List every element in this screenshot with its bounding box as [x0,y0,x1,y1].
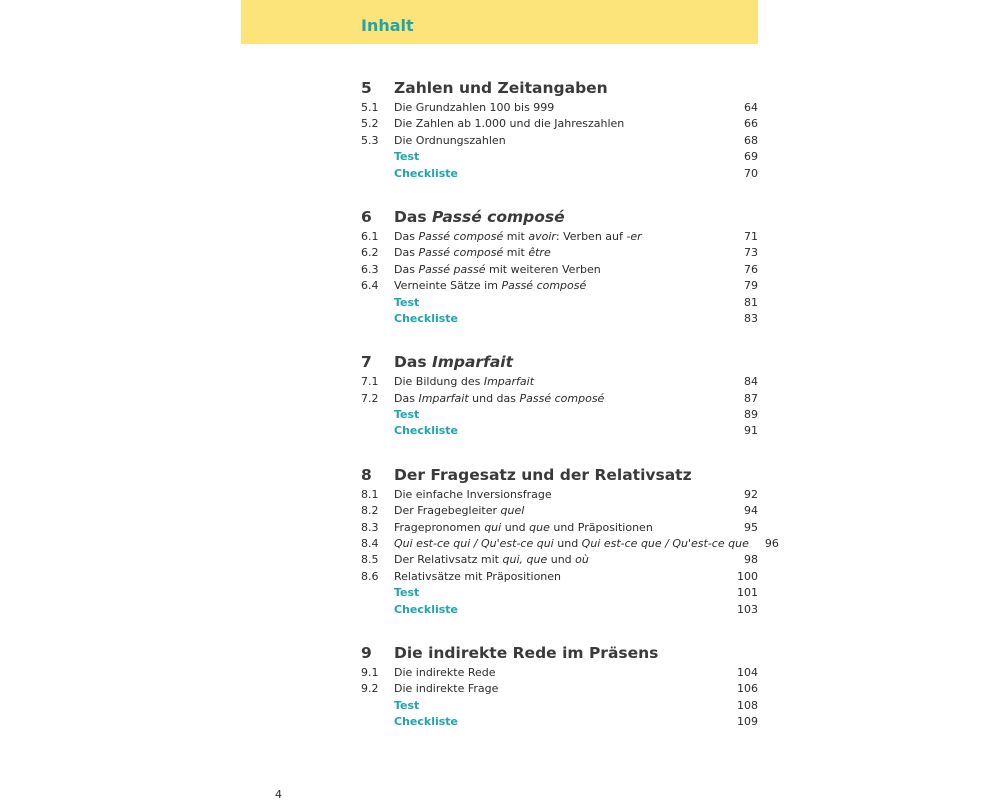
chapter-section [361,644,758,731]
entry-title [394,503,728,519]
chapter-section [361,208,758,327]
entry-title-part: und [501,520,530,534]
entry-page-number: 100 [737,569,758,583]
entry-title [394,520,728,536]
entry-title [394,245,728,261]
entry-page-number: 73 [744,246,758,260]
entry-title-part: être [528,246,551,260]
toc-entry-extra[interactable] [361,166,758,182]
toc-entry[interactable] [361,665,758,681]
entry-title [394,714,728,730]
toc-entry[interactable] [361,536,779,552]
toc-entry[interactable] [361,487,758,503]
table-of-contents [361,79,779,757]
entry-title-part: Die indirekte Frage [394,682,499,696]
chapter-section [361,79,758,182]
entry-title-part: und das [468,391,520,405]
entry-page-number: 79 [744,279,758,293]
entry-page-number: 64 [744,101,758,114]
entry-page-number: 106 [737,682,758,696]
page-title: Inhalt [361,16,414,35]
chapter-number: 9 [361,643,372,662]
entry-title [394,698,728,714]
chapter-title [394,644,658,662]
entry-title-part: Test [394,408,420,422]
toc-entry[interactable] [361,133,758,149]
entry-number: 6.4 [361,279,379,293]
chapter-heading[interactable] [361,79,758,100]
chapter-number: 7 [361,353,372,372]
entry-number: 9.2 [361,682,379,696]
chapter-title-part: Der Fragesatz und der Relativsatz [394,465,692,484]
chapter-number: 5 [361,79,372,97]
chapter-title-part: Zahlen und Zeitangaben [394,79,608,97]
entry-page-number: 96 [764,537,779,551]
entry-title-part: qui, que [502,553,548,567]
entry-number: 9.1 [361,665,379,679]
entry-title [394,100,728,116]
toc-entry[interactable] [361,569,758,585]
entry-title [394,602,728,618]
entry-title-part: Checkliste [394,311,459,325]
entry-page-number: 109 [737,715,758,729]
entry-number: 5.2 [361,117,379,131]
entry-title-part: Passé composé [418,246,504,260]
entry-title-part: Die Bildung des [394,375,484,389]
entry-title-part: Passé composé [418,229,504,243]
entry-title-part: Die einfache Inversionsfrage [394,487,552,501]
entry-title [394,295,728,311]
entry-title-part: Qui est-ce qui / Qu'est-ce qui [394,537,554,551]
toc-entry-extra[interactable] [361,585,758,601]
entry-title-part: quel [500,504,525,518]
entry-page-number: 69 [744,150,758,164]
chapter-title-part: Passé composé [431,207,565,226]
entry-number: 7.1 [361,375,379,389]
toc-entry-extra[interactable] [361,602,758,618]
chapter-title [394,353,513,371]
entry-number: 5.3 [361,133,379,147]
entry-title-part: Das [394,229,419,243]
entry-page-number: 89 [744,408,758,422]
entry-number: 8.6 [361,569,379,583]
toc-entry-extra[interactable] [361,407,758,423]
entry-page-number: 66 [744,117,758,131]
entry-title-part: qui [484,520,502,534]
entry-page-number: 87 [744,391,758,405]
entry-title [394,665,728,681]
entry-title-part: : Verben auf [555,229,627,243]
entry-number: 8.2 [361,504,379,518]
entry-title-part: Imparfait [418,391,469,405]
entry-title-part: Der Fragebegleiter [394,504,501,518]
entry-title [394,391,728,407]
chapter-title-part: Imparfait [431,353,513,372]
entry-page-number: 104 [737,665,758,679]
entry-title-part: avoir [528,229,556,243]
entry-title [394,487,728,503]
entry-title-part: Checkliste [394,166,459,180]
entry-title [394,278,728,294]
entry-title [394,149,728,165]
toc-entry[interactable] [361,681,758,697]
entry-title-part: Test [394,295,420,309]
entry-title [394,552,728,568]
entry-title-part: Die indirekte Rede [394,665,496,679]
entry-title [394,536,749,552]
chapter-heading[interactable] [361,644,758,665]
chapter-heading[interactable] [361,466,758,487]
toc-entry[interactable] [361,374,758,390]
chapter-heading[interactable] [361,208,758,229]
entry-title [394,423,728,439]
entry-title-part: Checkliste [394,715,459,729]
entry-page-number: 92 [744,487,758,501]
toc-entry[interactable] [361,245,758,261]
header-band [241,0,758,44]
toc-entry[interactable] [361,100,758,116]
entry-title [394,262,728,278]
toc-entry[interactable] [361,229,758,245]
entry-title-part: Verneinte Sätze im [394,279,502,293]
entry-title-part: Checkliste [394,424,459,438]
entry-title-part: Relativsätze mit Präpositionen [394,569,562,583]
entry-number: 8.4 [361,537,379,551]
entry-title-part: mit [503,246,529,260]
toc-entry-extra[interactable] [361,423,758,439]
entry-number: 6.1 [361,229,379,243]
toc-entry[interactable] [361,503,758,519]
toc-entry[interactable] [361,262,758,278]
entry-title-part: Fragepronomen [394,520,485,534]
entry-title-part: Test [394,150,420,164]
entry-title-part: Das [394,246,419,260]
chapter-title [394,466,692,484]
entry-title [394,229,728,245]
chapter-section [361,465,779,618]
chapter-section [361,353,758,440]
toc-entry-extra[interactable] [361,295,758,311]
entry-title-part: -er [626,229,642,243]
toc-entry-extra[interactable] [361,698,758,714]
entry-title [394,585,728,601]
chapter-number: 6 [361,207,372,226]
entry-title-part: Imparfait [483,375,535,389]
entry-title [394,116,728,132]
entry-page-number: 83 [744,311,758,325]
entry-page-number: 84 [744,375,758,389]
entry-number: 6.3 [361,262,379,276]
entry-page-number: 94 [744,504,758,518]
entry-number: 6.2 [361,246,379,260]
entry-title-part: Die Zahlen ab 1.000 und die Jahreszahlen [394,117,625,131]
entry-number: 5.1 [361,101,379,114]
entry-title-part: und [547,553,576,567]
entry-title-part: Der Relativsatz mit [394,553,503,567]
page-number: 4 [275,788,282,801]
entry-page-number: 98 [744,553,758,567]
entry-page-number: 95 [744,520,758,534]
chapter-title [394,79,608,97]
toc-entry[interactable] [361,520,758,536]
entry-title-part: Die Ordnungszahlen [394,133,506,147]
entry-title [394,681,728,697]
entry-title-part: où [575,553,589,567]
entry-title-part: Die Grundzahlen 100 bis 999 [394,101,555,114]
entry-title-part: Passé passé [418,262,486,276]
toc-entry[interactable] [361,116,758,132]
entry-title [394,569,728,585]
chapter-heading[interactable] [361,353,758,374]
entry-page-number: 101 [737,586,758,600]
chapter-title [394,208,565,226]
entry-number: 8.5 [361,553,379,567]
entry-title-part: mit [503,229,529,243]
entry-title-part: Test [394,698,420,712]
entry-page-number: 71 [744,229,758,243]
entry-title-part: Checkliste [394,602,459,616]
entry-title-part: Passé composé [501,279,587,293]
entry-title [394,133,728,149]
entry-title [394,374,728,390]
chapter-number: 8 [361,465,372,484]
entry-page-number: 91 [744,424,758,438]
entry-title-part: Das [394,262,419,276]
entry-page-number: 70 [744,166,758,180]
toc-entry-extra[interactable] [361,311,758,327]
entry-title [394,166,728,182]
entry-number: 8.1 [361,487,379,501]
entry-title-part: Passé composé [519,391,605,405]
toc-entry[interactable] [361,391,758,407]
entry-number: 7.2 [361,391,379,405]
toc-entry-extra[interactable] [361,149,758,165]
entry-page-number: 103 [737,602,758,616]
entry-title-part: und Präpositionen [549,520,653,534]
entry-page-number: 108 [737,698,758,712]
entry-title-part: Qui est-ce que / Qu'est-ce que [581,537,749,551]
entry-title-part: que [529,520,550,534]
toc-entry[interactable] [361,278,758,294]
entry-title-part: Das [394,391,419,405]
chapter-title-part: Das [394,353,432,372]
entry-title-part: Test [394,586,420,600]
toc-entry[interactable] [361,552,758,568]
chapter-title-part: Das [394,207,432,226]
entry-page-number: 68 [744,133,758,147]
entry-title [394,311,728,327]
entry-title [394,407,728,423]
entry-number: 8.3 [361,520,379,534]
entry-title-part: und [553,537,582,551]
toc-entry-extra[interactable] [361,714,758,730]
entry-page-number: 81 [744,295,758,309]
entry-page-number: 76 [744,262,758,276]
entry-title-part: mit weiteren Verben [485,262,601,276]
chapter-title-part: Die indirekte Rede im Präsens [394,643,659,662]
